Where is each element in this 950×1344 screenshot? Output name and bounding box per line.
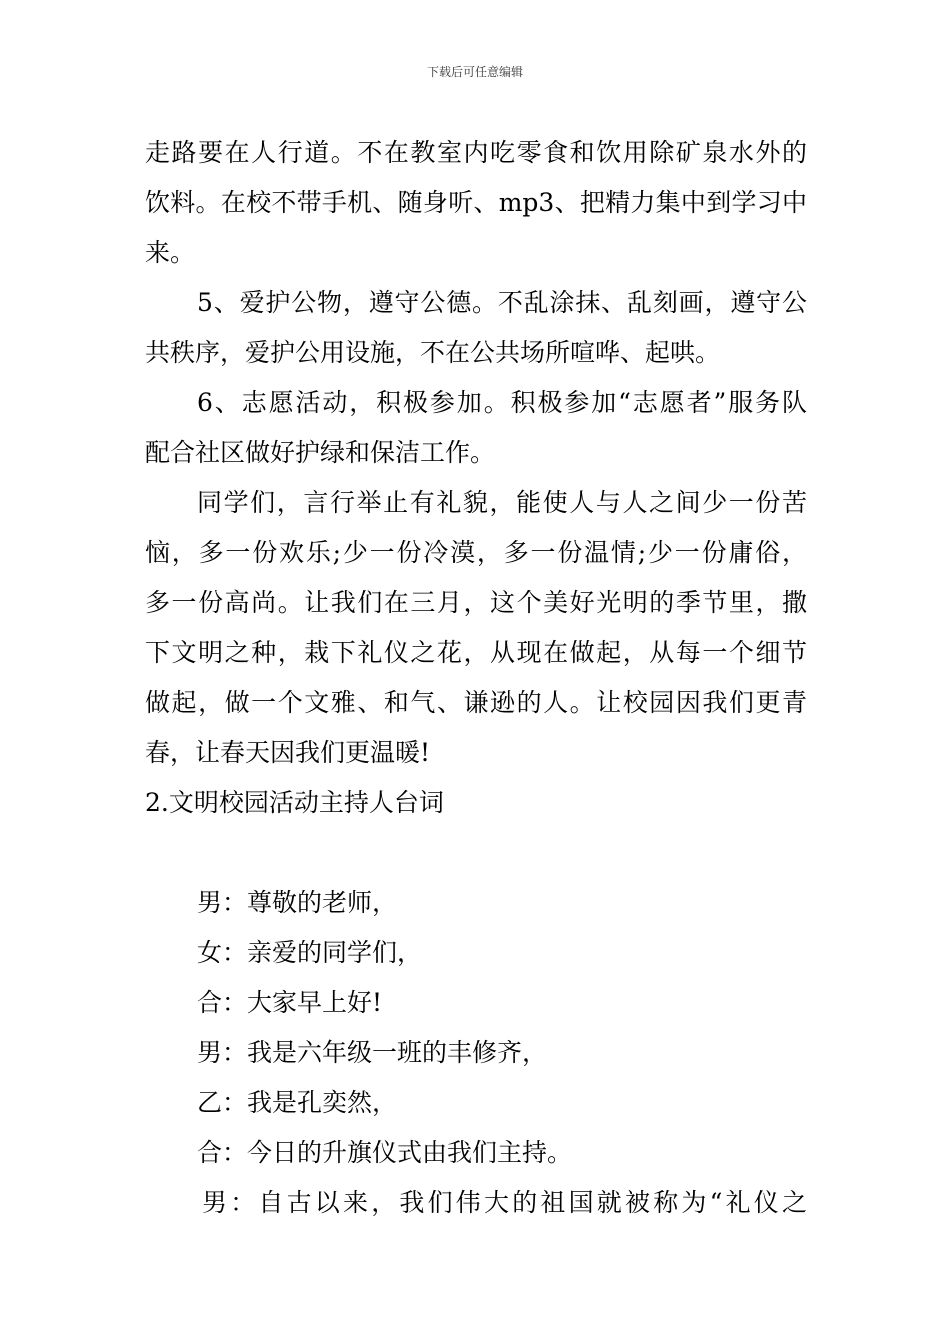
- text-line: 来。: [145, 238, 196, 267]
- document-body: [145, 128, 807, 1228]
- text-line: 6、志愿活动，积极参加。积极参加“志愿者”服务队: [197, 388, 807, 417]
- text-line: 配合社区做好护绿和保洁工作。: [145, 438, 496, 467]
- dialogue-line: 乙：我是孔奕然，: [197, 1088, 398, 1117]
- dialogue-line: 男：我是六年级一班的丰修齐，: [197, 1038, 548, 1067]
- dialogue-line: 女：亲爱的同学们，: [197, 938, 423, 967]
- text-line: 5、爱护公物，遵守公德。不乱涂抹、乱刻画，遵守公: [197, 288, 807, 317]
- text-line: 下文明之种，栽下礼仪之花，从现在做起，从每一个细节: [145, 638, 807, 667]
- section-heading: 2.文明校园活动主持人台词: [145, 788, 444, 817]
- text-line: 做起，做一个文雅、和气、谦逊的人。让校园因我们更青: [145, 688, 807, 717]
- dialogue-line: 男：尊敬的老师，: [197, 888, 398, 917]
- text-line: 恼，多一份欢乐;少一份冷漠，多一份温情;少一份庸俗，: [145, 538, 807, 567]
- text-line: 春，让春天因我们更温暖!: [145, 738, 431, 767]
- text-line: 饮料。在校不带手机、随身听、mp3、把精力集中到学习中: [145, 188, 807, 217]
- blank-line: [145, 828, 807, 878]
- dialogue-line: 男：自古以来，我们伟大的祖国就被称为“礼仪之: [202, 1188, 807, 1217]
- text-line: 同学们，言行举止有礼貌，能使人与人之间少一份苦: [197, 488, 807, 517]
- text-line: 共秩序，爱护公用设施，不在公共场所喧哗、起哄。: [145, 338, 721, 367]
- dialogue-line: 合：今日的升旗仪式由我们主持。: [197, 1138, 573, 1167]
- text-line: 多一份高尚。让我们在三月，这个美好光明的季节里，撒: [145, 588, 807, 617]
- page-header: 下载后可任意编辑: [426, 65, 523, 79]
- text-line: 走路要在人行道。不在教室内吃零食和饮用除矿泉水外的: [145, 138, 807, 167]
- dialogue-line: 合：大家早上好!: [197, 988, 383, 1017]
